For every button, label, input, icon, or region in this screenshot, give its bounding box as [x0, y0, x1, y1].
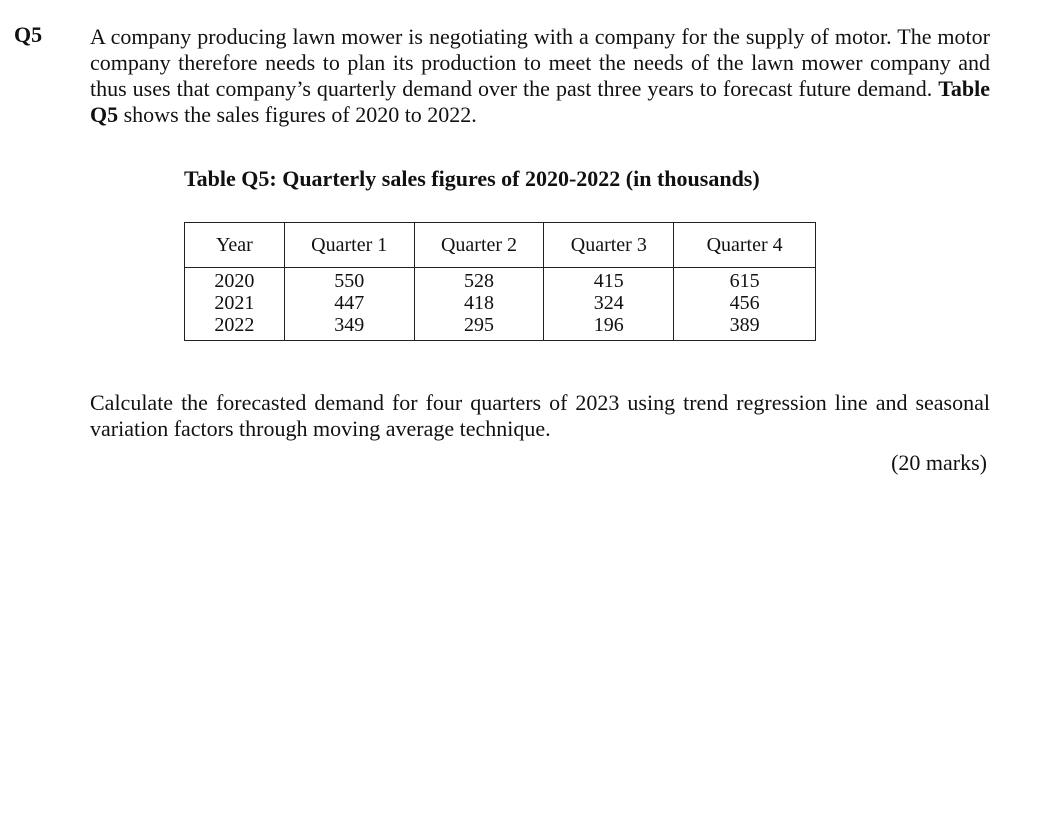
- cell-value: 550: [284, 268, 414, 293]
- marks-label: (20 marks): [891, 450, 987, 475]
- cell-value: 324: [544, 292, 674, 314]
- header-quarter-2: Quarter 2: [414, 223, 544, 268]
- cell-value: 295: [414, 314, 544, 341]
- intro-paragraph: [90, 24, 990, 128]
- cell-value: 349: [284, 314, 414, 341]
- intro-text-before: A company producing lawn mower is negotiating with a company for the supply of motor. The motor company therefore needs to plan its production to meet the needs of the lawn mower company and thus uses that company’s quarterly demand over the past three years to forecast future demand.: [90, 24, 990, 101]
- table-caption: Table Q5: Quarterly sales figures of 2020-2022 (in thousands): [184, 166, 760, 191]
- cell-value: 447: [284, 292, 414, 314]
- header-quarter-4: Quarter 4: [674, 223, 816, 268]
- table-row: [185, 292, 816, 314]
- header-quarter-3: Quarter 3: [544, 223, 674, 268]
- question-text: Calculate the forecasted demand for four quarters of 2023 using trend regression line and seasonal variation factors through moving average technique.: [90, 390, 990, 441]
- table-header-row: [185, 223, 816, 268]
- cell-year: 2021: [185, 292, 285, 314]
- question-number: Q5: [14, 22, 43, 47]
- cell-value: 456: [674, 292, 816, 314]
- cell-value: 389: [674, 314, 816, 341]
- header-quarter-1: Quarter 1: [284, 223, 414, 268]
- cell-value: 415: [544, 268, 674, 293]
- intro-text-after: shows the sales figures of 2020 to 2022.: [118, 102, 477, 127]
- cell-value: 615: [674, 268, 816, 293]
- cell-value: 528: [414, 268, 544, 293]
- cell-year: 2020: [185, 268, 285, 293]
- cell-value: 418: [414, 292, 544, 314]
- table-row: [185, 314, 816, 341]
- sales-table: [184, 222, 816, 341]
- table-row: [185, 268, 816, 293]
- header-year: Year: [185, 223, 285, 268]
- cell-value: 196: [544, 314, 674, 341]
- cell-year: 2022: [185, 314, 285, 341]
- table-reference: Table Q5: [90, 76, 990, 127]
